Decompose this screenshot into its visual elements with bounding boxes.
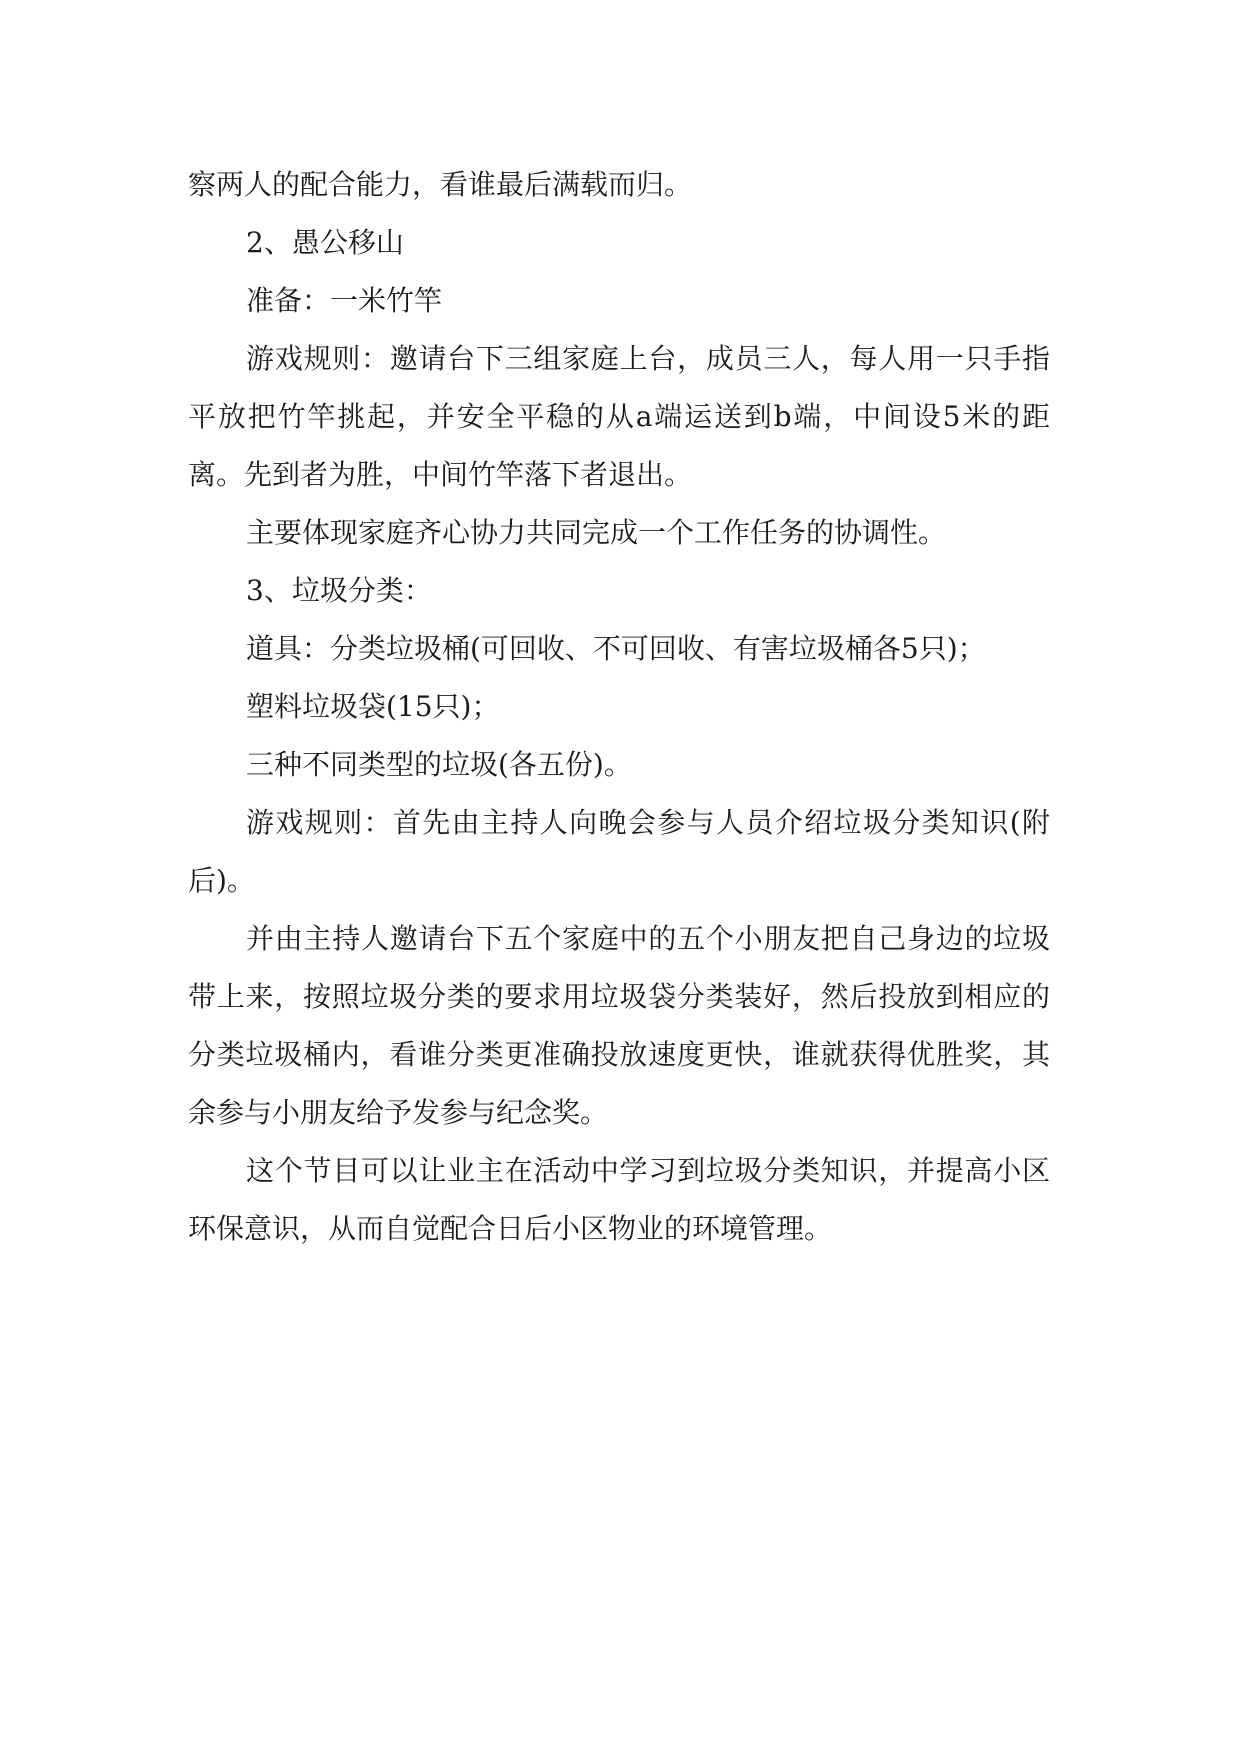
paragraph-garbage-types: 三种不同类型的垃圾(各五份)。 [246,748,632,781]
paragraph-game-rules-2: 游戏规则：首先由主持人向晚会参与人员介绍垃圾分类知识(附后)。 [188,806,1050,897]
paragraph-continuation: 察两人的配合能力，看谁最后满载而归。 [188,168,693,201]
paragraph-game-rules-1: 游戏规则：邀请台下三组家庭上台，成员三人，每人用一只手指平放把竹竿挑起，并安全平稳的从a端运送到b端，中间设5米的距离。先到者为胜，中间竹竿落下者退出。 [188,342,1050,491]
document-body [188,156,1050,1258]
section-heading-garbage-sorting: 3、垃圾分类： [246,574,432,607]
paragraph-summary-1: 主要体现家庭齐心协力共同完成一个工作任务的协调性。 [246,516,947,549]
paragraph-summary-2: 这个节目可以让业主在活动中学习到垃圾分类知识，并提高小区环保意识，从而自觉配合日后小区物业的环境管理。 [188,1154,1050,1245]
paragraph-plastic-bags: 塑料垃圾袋(15只)； [246,690,500,723]
paragraph-props: 道具：分类垃圾桶(可回收、不可回收、有害垃圾桶各5只)； [246,632,986,665]
paragraph-procedure: 并由主持人邀请台下五个家庭中的五个小朋友把自己身边的垃圾带上来，按照垃圾分类的要求用垃圾袋分类装好，然后投放到相应的分类垃圾桶内，看谁分类更准确投放速度更快，谁就获得优胜奖，其余参与小朋友给予发参与纪念奖。 [188,922,1050,1129]
section-heading-yugong: 2、愚公移山 [246,226,404,259]
paragraph-preparation: 准备：一米竹竿 [246,284,443,317]
